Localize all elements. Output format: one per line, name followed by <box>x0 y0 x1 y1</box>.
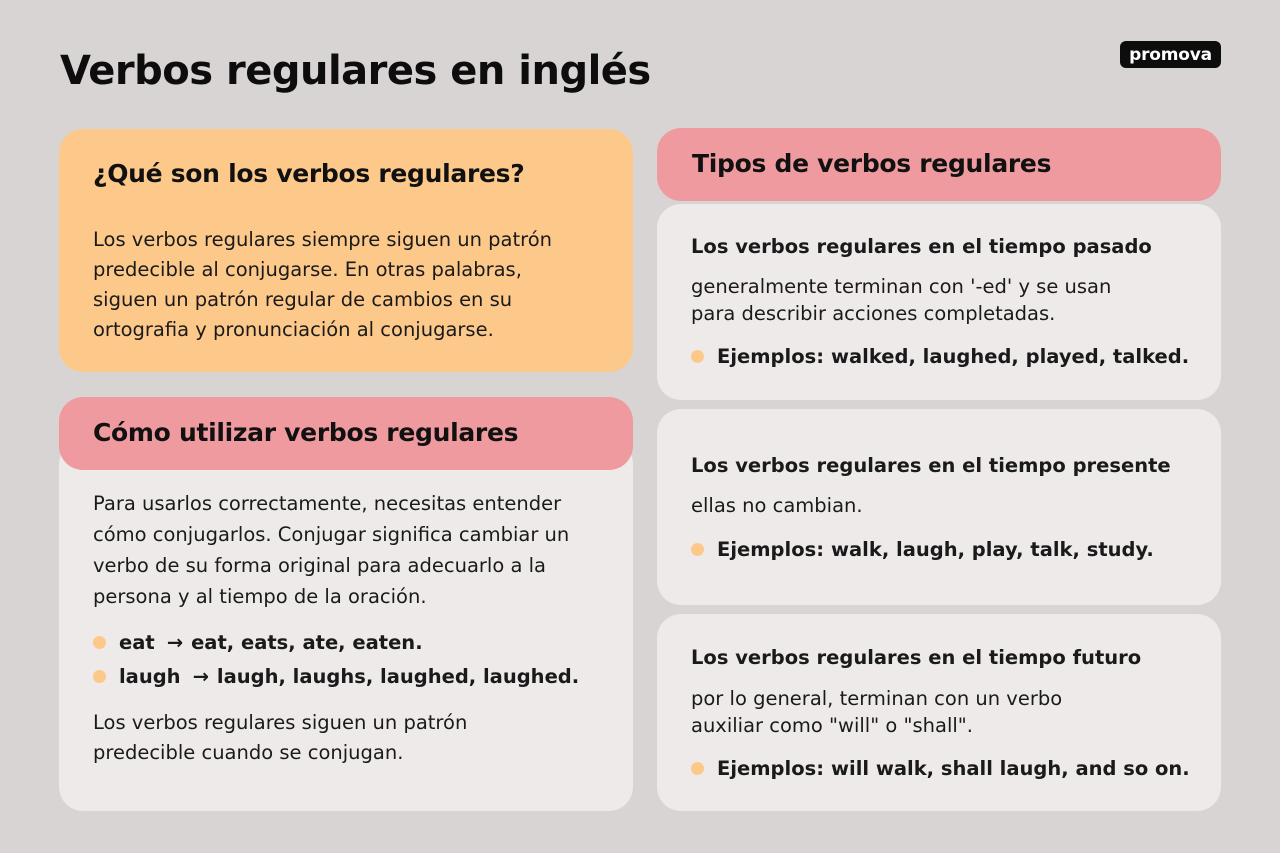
future-examples <box>691 757 1190 780</box>
examples-text: will walk, shall laugh, and so on. <box>831 757 1190 780</box>
what-card <box>59 129 633 372</box>
past-line-2: para describir acciones completadas. <box>691 302 1056 325</box>
example-eat <box>93 631 423 654</box>
example-laugh <box>93 665 579 688</box>
how-line-3: verbo de su forma original para adecuarlo a la <box>93 554 546 577</box>
examples-label: Ejemplos: <box>717 345 824 368</box>
examples-text: walked, laughed, played, talked. <box>831 345 1190 368</box>
future-title: Los verbos regulares en el tiempo futuro <box>691 646 1142 669</box>
example-word: eat <box>119 631 155 654</box>
types-heading-card <box>657 128 1221 201</box>
present-examples <box>691 538 1154 561</box>
present-card <box>657 409 1221 605</box>
what-line-4: ortografia y pronunciación al conjugarse. <box>93 318 494 341</box>
arrow-icon: → <box>166 631 184 654</box>
example-forms: eat, eats, ate, eaten. <box>191 631 423 654</box>
what-heading: ¿Qué son los verbos regulares? <box>93 159 525 188</box>
example-forms: laugh, laughs, laughed, laughed. <box>216 665 580 688</box>
arrow-icon: → <box>192 665 209 688</box>
past-examples <box>691 345 1189 368</box>
present-line-1: ellas no cambian. <box>691 494 863 517</box>
how-line-2: cómo conjugarlos. Conjugar significa cambiar un <box>93 523 570 546</box>
future-line-1: por lo general, terminan con un verbo <box>691 687 1063 710</box>
how-heading: Cómo utilizar verbos regulares <box>93 418 519 447</box>
examples-label: Ejemplos: <box>717 538 824 561</box>
what-line-2: predecible al conjugarse. En otras palabras, <box>93 258 522 281</box>
bullet-dot <box>93 670 106 683</box>
past-line-1: generalmente terminan con '-ed' y se usan <box>691 275 1112 298</box>
examples-text: walk, laugh, play, talk, study. <box>831 538 1154 561</box>
promova-logo: promova <box>1120 41 1221 68</box>
bullet-dot <box>691 350 704 363</box>
example-word: laugh <box>119 665 181 688</box>
page-title: Verbos regulares en inglés <box>60 48 651 94</box>
examples-label: Ejemplos: <box>717 757 824 780</box>
future-line-2: auxiliar como "will" o "shall". <box>691 714 973 737</box>
future-card <box>657 614 1221 811</box>
what-line-3: siguen un patrón regular de cambios en su <box>93 288 513 311</box>
how-line-4: persona y al tiempo de la oración. <box>93 585 427 608</box>
how-body-card <box>59 440 633 811</box>
what-line-1: Los verbos regulares siempre siguen un patrón <box>93 228 553 251</box>
bullet-dot <box>691 762 704 775</box>
types-heading: Tipos de verbos regulares <box>692 149 1052 178</box>
how-closing-2: predecible cuando se conjugan. <box>93 741 404 764</box>
past-title: Los verbos regulares en el tiempo pasado <box>691 235 1152 258</box>
present-title: Los verbos regulares en el tiempo presente <box>691 454 1171 477</box>
bullet-dot <box>93 636 106 649</box>
how-closing-1: Los verbos regulares siguen un patrón <box>93 711 468 734</box>
past-card <box>657 204 1221 400</box>
bullet-dot <box>691 543 704 556</box>
how-heading-card <box>59 397 633 470</box>
how-line-1: Para usarlos correctamente, necesitas entender <box>93 492 562 515</box>
